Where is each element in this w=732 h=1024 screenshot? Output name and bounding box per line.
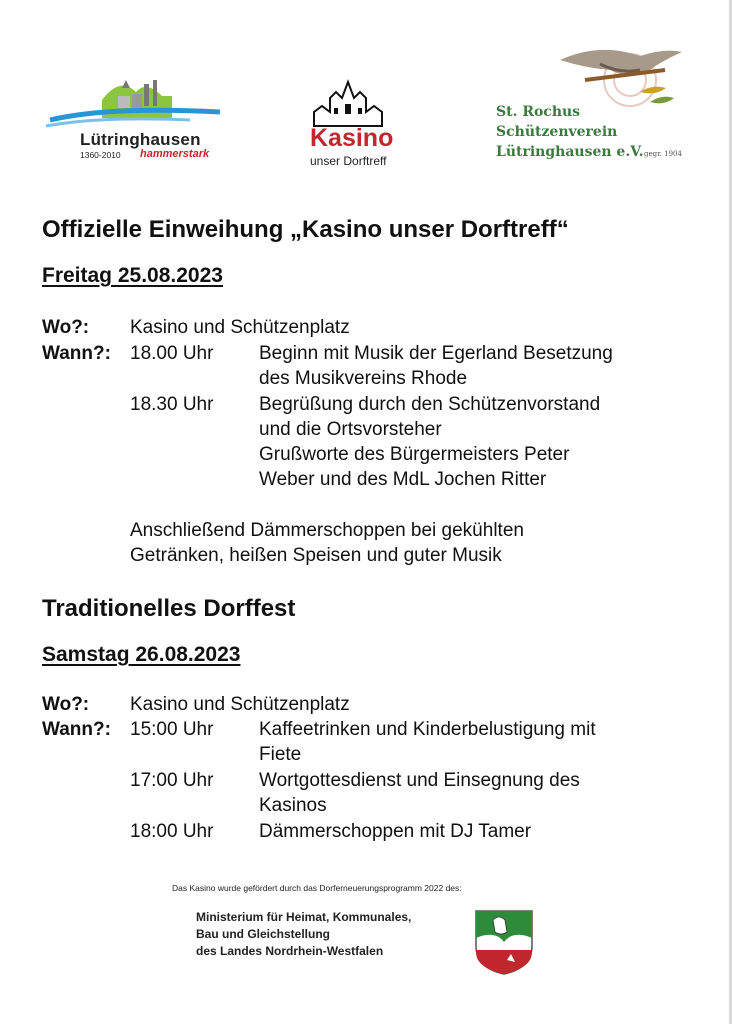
club-founded: gegr. 1904 [644, 150, 682, 158]
club-name-line2: Schützenverein [496, 124, 618, 140]
event1-date: Freitag 25.08.2023 [42, 264, 223, 287]
event2-title: Traditionelles Dorffest [42, 595, 296, 622]
funding-note: Das Kasino wurde gefördert durch das Dorferneuerungsprogramm 2022 des: [172, 883, 462, 893]
event1-item-1-line2: des Musikvereins Rhode [259, 368, 468, 389]
event2-where-label: Wo?: [42, 694, 90, 715]
nrw-coat-of-arms-icon [473, 908, 535, 976]
event1-title: Offizielle Einweihung „Kasino unser Dorftreff“ [42, 216, 569, 243]
event2-item-1-line2: Fiete [259, 744, 302, 765]
event2-item-1-line1: Kaffeetrinken und Kinderbelustigung mit [259, 719, 596, 740]
event1-followup-line2: Getränken, heißen Speisen und guter Musik [130, 545, 502, 566]
event2-time-3: 18:00 Uhr [130, 821, 214, 842]
club-name-line1: St. Rochus [496, 104, 581, 120]
ministry-line1: Ministerium für Heimat, Kommunales, [196, 910, 412, 924]
town-skyline-icon [40, 70, 230, 130]
kasino-subtitle: unser Dorftreff [310, 154, 387, 168]
event2-where: Kasino und Schützenplatz [130, 694, 350, 715]
eagle-icon [490, 40, 690, 110]
schuetzenverein-logo [490, 40, 690, 180]
kasino-wordmark: Kasino [310, 124, 394, 152]
luetringhausen-logo [40, 70, 230, 170]
event2-item-2-line1: Wortgottesdienst und Einsegnung des [259, 770, 580, 791]
ministry-line3: des Landes Nordrhein-Westfalen [196, 944, 384, 958]
event2-when-label: Wann?: [42, 719, 111, 740]
town-years: 1360-2010 [80, 150, 121, 160]
ministry-line2: Bau und Gleichstellung [196, 927, 331, 941]
event2-time-1: 15:00 Uhr [130, 719, 214, 740]
event1-item-2-line4: Weber und des MdL Jochen Ritter [259, 469, 547, 490]
event1-item-1-line1: Beginn mit Musik der Egerland Besetzung [259, 343, 613, 364]
kasino-logo [300, 78, 410, 178]
event1-item-2-line2: und die Ortsvorsteher [259, 419, 442, 440]
club-name-line3: Lütringhausen e.V. [496, 144, 644, 160]
event1-where-label: Wo?: [42, 317, 90, 338]
event2-date: Samstag 26.08.2023 [42, 643, 241, 666]
event2-item-3-line1: Dämmerschoppen mit DJ Tamer [259, 821, 532, 842]
town-slogan: hammerstark [140, 148, 210, 160]
event2-time-2: 17:00 Uhr [130, 770, 214, 791]
event1-time-1: 18.00 Uhr [130, 343, 214, 364]
event1-when-label: Wann?: [42, 343, 111, 364]
event1-where: Kasino und Schützenplatz [130, 317, 350, 338]
town-name: Lütringhausen [80, 130, 201, 149]
event1-time-2: 18.30 Uhr [130, 394, 214, 415]
event1-item-2-line3: Grußworte des Bürgermeisters Peter [259, 444, 570, 465]
event1-item-2-line1: Begrüßung durch den Schützenvorstand [259, 394, 601, 415]
church-silhouette-icon [300, 78, 410, 128]
event1-followup-line1: Anschließend Dämmerschoppen bei gekühlten [130, 520, 524, 541]
event2-item-2-line2: Kasinos [259, 795, 327, 816]
